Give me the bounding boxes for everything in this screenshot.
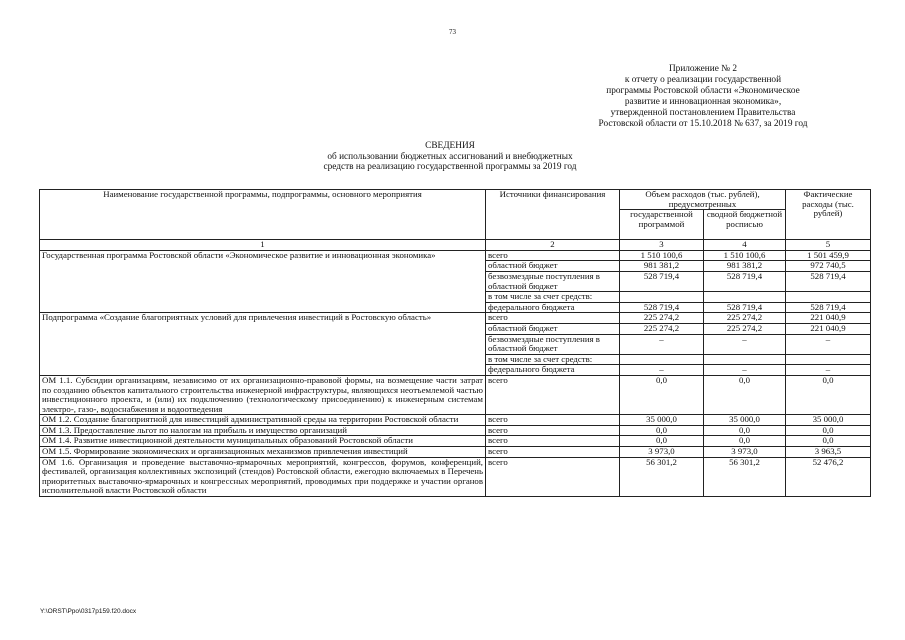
appendix-line: к отчету о реализации государственной: [624, 75, 782, 85]
expenditure-table: [39, 189, 871, 497]
value-cell: 528 719,4: [704, 302, 786, 313]
source-cell: всего: [486, 425, 620, 436]
table-row: [40, 457, 871, 496]
page-number: 73: [449, 28, 456, 36]
source-cell: безвозмездные поступления в областной бюджет: [486, 334, 620, 354]
table-row: [40, 447, 871, 458]
source-cell: всего: [486, 313, 620, 324]
header-state-program: государственной программой: [620, 210, 704, 240]
value-cell: 528 719,4: [786, 271, 871, 291]
source-cell: всего: [486, 375, 620, 414]
header-actual: Фактические расходы (тыс. рублей): [786, 190, 871, 240]
value-cell: 52 476,2: [786, 457, 871, 496]
value-cell: 56 301,2: [620, 457, 704, 496]
title-heading: СВЕДЕНИЯ: [425, 141, 475, 151]
activity-name: ОМ 1.6. Организация и проведение выставочно-ярмарочных мероприятий, конгрессов, форумов, конференций, фестивалей, организация коллективных экспозиций (стендов) Ростовской области, ежегодно включаемых в Перечень приоритетных выставочно-ярмарочных и конгрессных мероприятий, проводимых при поддержке и участии органов исполнительной власти Ростовской области: [40, 457, 486, 496]
col-number: 5: [786, 240, 871, 251]
header-name: Наименование государственной программы, подпрограммы, основного мероприятия: [40, 190, 486, 240]
value-cell: 981 381,2: [704, 261, 786, 272]
source-cell: федерального бюджета: [486, 302, 620, 313]
title-line: об использовании бюджетных ассигнований и внебюджетных: [327, 151, 573, 162]
document-title: [300, 141, 600, 173]
value-cell: 1 510 100,6: [620, 250, 704, 261]
source-cell: всего: [486, 436, 620, 447]
program-name: Государственная программа Ростовской области «Экономическое развитие и инновационная экономика»: [40, 250, 486, 313]
value-cell: 35 000,0: [786, 415, 871, 426]
value-cell: 225 274,2: [620, 323, 704, 334]
table-row: [40, 436, 871, 447]
value-cell: 1 501 459,9: [786, 250, 871, 261]
source-cell: всего: [486, 447, 620, 458]
column-number-row: [40, 240, 871, 251]
value-cell: 35 000,0: [704, 415, 786, 426]
value-cell: 0,0: [620, 375, 704, 414]
value-cell: 0,0: [786, 375, 871, 414]
value-cell: 0,0: [620, 425, 704, 436]
appendix-line: утвержденной постановлением Правительства: [610, 108, 796, 118]
source-cell: в том числе за счет средств:: [486, 354, 620, 365]
source-cell: областной бюджет: [486, 261, 620, 272]
table-row: [40, 313, 871, 324]
activity-name: ОМ 1.1. Субсидии организациям, независимо от их организационно-правовой формы, на возмещение части затрат по созданию объектов капитального строительства инженерной инфраструктуры, являющихся неотъемлемой частью инвестиционного проекта, и (или) их подключению (технологическому присоединению) к инженерным системам электро-, газо-, водоснабжения и водоотведения: [40, 375, 486, 414]
col-number: 1: [40, 240, 486, 251]
value-cell: –: [786, 334, 871, 354]
value-cell: 0,0: [786, 425, 871, 436]
value-cell: 0,0: [786, 436, 871, 447]
subprogram-name: Подпрограмма «Создание благоприятных условий для привлечения инвестиций в Ростовскую область»: [40, 313, 486, 376]
activity-name: ОМ 1.2. Создание благоприятной для инвестиций административной среды на территории Ростовской области: [40, 415, 486, 426]
appendix-line: развитие и инновационная экономика»,: [624, 97, 782, 107]
appendix-line: Ростовской области от 15.10.2018 № 637, за 2019 год: [598, 119, 808, 129]
title-line: средств на реализацию государственной программы за 2019 год: [323, 162, 577, 173]
value-cell: [704, 292, 786, 303]
value-cell: 0,0: [704, 436, 786, 447]
value-cell: –: [620, 334, 704, 354]
value-cell: 528 719,4: [704, 271, 786, 291]
value-cell: 0,0: [704, 425, 786, 436]
source-cell: всего: [486, 415, 620, 426]
source-cell: всего: [486, 457, 620, 496]
value-cell: –: [620, 365, 704, 376]
value-cell: 981 381,2: [620, 261, 704, 272]
value-cell: [786, 292, 871, 303]
value-cell: 972 740,5: [786, 261, 871, 272]
header-planned: Объем расходов (тыс. рублей), предусмотренных: [620, 190, 786, 210]
source-cell: всего: [486, 250, 620, 261]
value-cell: –: [704, 365, 786, 376]
value-cell: [620, 292, 704, 303]
source-cell: областной бюджет: [486, 323, 620, 334]
value-cell: [704, 354, 786, 365]
col-number: 4: [704, 240, 786, 251]
appendix-line: программы Ростовской области «Экономическое: [606, 86, 800, 96]
value-cell: 225 274,2: [704, 313, 786, 324]
activity-name: ОМ 1.3. Предоставление льгот по налогам на прибыль и имущество организаций: [40, 425, 486, 436]
table-row: [40, 250, 871, 261]
value-cell: 3 973,0: [620, 447, 704, 458]
value-cell: 1 510 100,6: [704, 250, 786, 261]
value-cell: 225 274,2: [704, 323, 786, 334]
activity-name: ОМ 1.5. Формирование экономических и организационных механизмов привлечения инвестиций: [40, 447, 486, 458]
value-cell: 528 719,4: [786, 302, 871, 313]
appendix-block: [553, 64, 853, 130]
value-cell: [786, 354, 871, 365]
value-cell: [620, 354, 704, 365]
value-cell: 3 963,5: [786, 447, 871, 458]
source-cell: в том числе за счет средств:: [486, 292, 620, 303]
header-source: Источники финансирования: [486, 190, 620, 240]
value-cell: 528 719,4: [620, 302, 704, 313]
value-cell: 0,0: [704, 375, 786, 414]
value-cell: 225 274,2: [620, 313, 704, 324]
value-cell: 3 973,0: [704, 447, 786, 458]
file-path-footer: Y:\ORST\Ppo\0317p159.f20.docx: [40, 608, 137, 615]
col-number: 2: [486, 240, 620, 251]
appendix-line: Приложение № 2: [668, 64, 738, 74]
value-cell: –: [704, 334, 786, 354]
col-number: 3: [620, 240, 704, 251]
value-cell: 221 040,9: [786, 313, 871, 324]
value-cell: 0,0: [620, 436, 704, 447]
value-cell: 56 301,2: [704, 457, 786, 496]
activity-name: ОМ 1.4. Развитие инвестиционной деятельности муниципальных образований Ростовской области: [40, 436, 486, 447]
source-cell: федерального бюджета: [486, 365, 620, 376]
table-row: [40, 415, 871, 426]
value-cell: 35 000,0: [620, 415, 704, 426]
header-budget-list: сводной бюджетной росписью: [704, 210, 786, 240]
value-cell: –: [786, 365, 871, 376]
value-cell: 528 719,4: [620, 271, 704, 291]
table-row: [40, 375, 871, 414]
value-cell: 221 040,9: [786, 323, 871, 334]
source-cell: безвозмездные поступления в областной бюджет: [486, 271, 620, 291]
table-row: [40, 425, 871, 436]
